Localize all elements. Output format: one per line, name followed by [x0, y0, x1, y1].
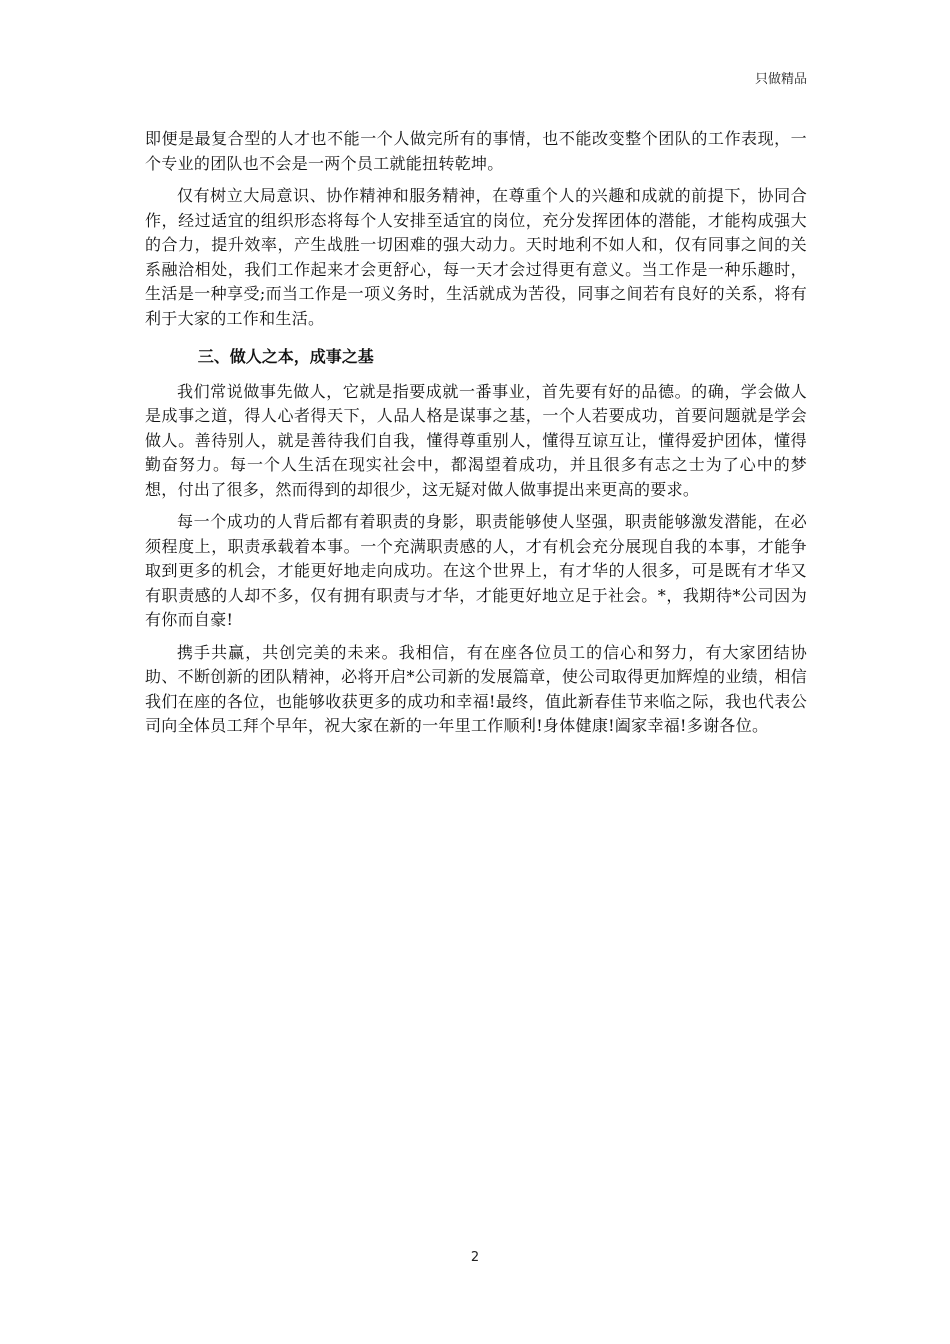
page-header-label: 只做精品	[754, 72, 807, 87]
page-number: 2	[470, 1250, 480, 1265]
paragraph-character: 我们常说做事先做人，它就是指要成就一番事业，首先要有好的品德。的确，学会做人是成事之道，得人心者得天下，人品人格是谋事之基，一个人若要成功，首要问题就是学会做人。善待别人，就是善待我们自我，懂得尊重别人，懂得互谅互让，懂得爱护团体，懂得勤奋努力。每一个人生活在现实社会中，都渴望着成功，并且很多有志之士为了心中的梦想，付出了很多，然而得到的却很少，这无疑对做人做事提出来更高的要求。	[145, 381, 807, 499]
document-body	[145, 127, 807, 739]
section-heading: 三、做人之本，成事之基	[197, 347, 374, 366]
paragraph-continuation: 即便是最复合型的人才也不能一个人做完所有的事情，也不能改变整个团队的工作表现，一个专业的团队也不会是一两个员工就能扭转乾坤。	[145, 129, 807, 173]
paragraph-responsibility: 每一个成功的人背后都有着职责的身影，职责能够使人坚强，职责能够激发潜能，在必须程度上，职责承载着本事。一个充满职责感的人，才有机会充分展现自我的本事，才能争取到更多的机会，才能更好地走向成功。在这个世界上，有才华的人很多，可是既有才华又有职责感的人却不多，仅有拥有职责与才华，才能更好地立足于社会。*，我期待*公司因为有你而自豪!	[145, 512, 807, 629]
paragraph-closing: 携手共赢，共创完美的未来。我相信，有在座各位员工的信心和努力，有大家团结协助、不断创新的团队精神，必将开启*公司新的发展篇章，使公司取得更加辉煌的业绩，相信我们在座的各位，也能够收获更多的成功和幸福!最终，值此新春佳节来临之际，我也代表公司向全体员工拜个早年，祝大家在新的一年里工作顺利!身体健康!阖家幸福!多谢各位。	[145, 642, 807, 735]
paragraph-teamwork: 仅有树立大局意识、协作精神和服务精神，在尊重个人的兴趣和成就的前提下，协同合作，经过适宜的组织形态将每个人安排至适宜的岗位，充分发挥团体的潜能，才能构成强大的合力，提升效率，产生战胜一切困难的强大动力。天时地利不如人和，仅有同事之间的关系融洽相处，我们工作起来才会更舒心，每一天才会过得更有意义。当工作是一种乐趣时，生活是一种享受;而当工作是一项义务时，生活就成为苦役，同事之间若有良好的关系，将有利于大家的工作和生活。	[145, 186, 807, 328]
